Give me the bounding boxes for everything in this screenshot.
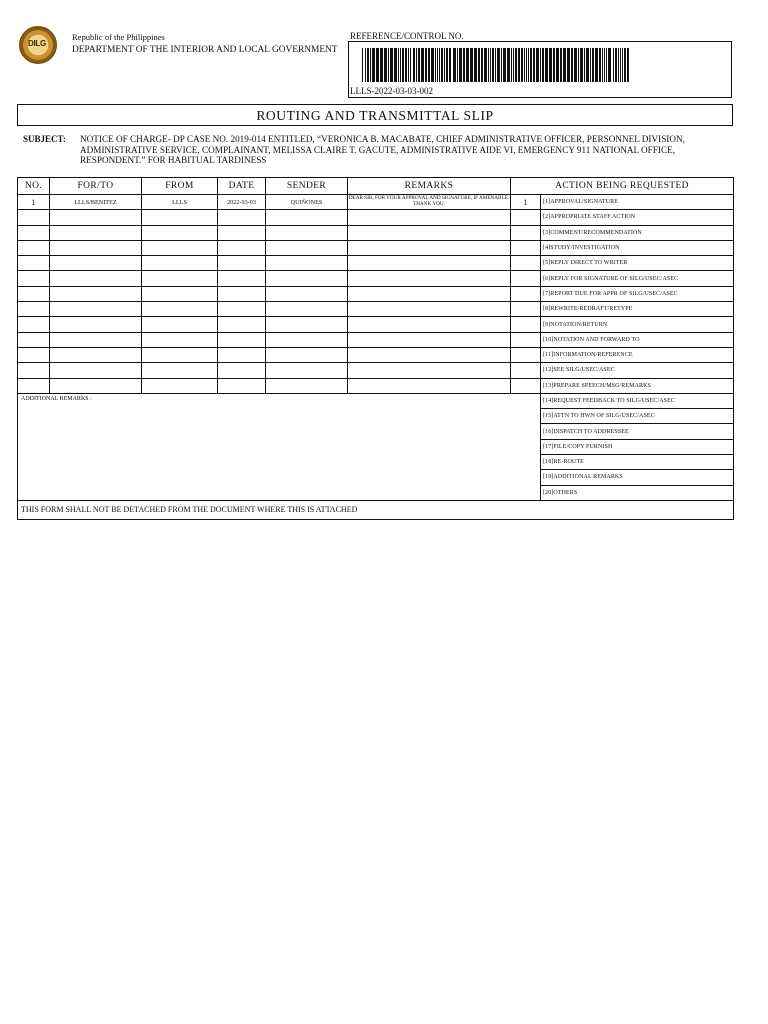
table-row <box>18 393 734 408</box>
footer-row <box>18 500 734 519</box>
row-from <box>142 332 218 347</box>
row-sender <box>266 347 348 362</box>
row-for-to <box>50 363 142 378</box>
row-action-no <box>511 363 541 378</box>
table-header-row <box>18 178 734 195</box>
table-row <box>18 195 734 210</box>
row-for-to <box>50 286 142 301</box>
action-item: [12]SEE SILG/USEC/ASEC <box>541 363 734 378</box>
action-item: [2]APPROPRIATE STAFF ACTION <box>541 210 734 225</box>
row-remarks <box>348 240 511 255</box>
row-no <box>18 271 50 286</box>
table-row <box>18 332 734 347</box>
row-from <box>142 271 218 286</box>
action-item: [10]NOTATION AND FORWARD TO <box>541 332 734 347</box>
row-action-no <box>511 240 541 255</box>
row-sender <box>266 286 348 301</box>
table-row <box>18 363 734 378</box>
action-item: [17]FILE/COPY FURNISH <box>541 439 734 454</box>
dilg-seal-logo <box>19 26 57 64</box>
reference-control-label: REFERENCE/CONTROL NO. <box>350 31 464 41</box>
row-remarks <box>348 363 511 378</box>
row-for-to <box>50 210 142 225</box>
row-action-no <box>511 225 541 240</box>
row-from <box>142 347 218 362</box>
row-date <box>218 210 266 225</box>
row-for-to <box>50 240 142 255</box>
row-remarks <box>348 347 511 362</box>
row-sender <box>266 332 348 347</box>
row-sender <box>266 256 348 271</box>
row-date <box>218 332 266 347</box>
action-item: [9]NOTATION/RETURN <box>541 317 734 332</box>
row-no <box>18 347 50 362</box>
row-action-no <box>511 347 541 362</box>
row-no: 1 <box>18 195 50 210</box>
footer-note: THIS FORM SHALL NOT BE DETACHED FROM THE DOCUMENT WHERE THIS IS ATTACHED <box>18 500 734 519</box>
row-date: 2022-03-03 <box>218 195 266 210</box>
row-action-no <box>511 210 541 225</box>
row-from <box>142 225 218 240</box>
action-item: [11]INFORMATION/REFERENCE <box>541 347 734 362</box>
row-remarks <box>348 317 511 332</box>
action-item: [13]PREPARE SPEECH/MSG/REMARKS <box>541 378 734 393</box>
row-no <box>18 225 50 240</box>
row-no <box>18 256 50 271</box>
row-sender <box>266 302 348 317</box>
row-sender: QUIÑONES <box>266 195 348 210</box>
header-remarks: REMARKS <box>348 178 511 195</box>
row-remarks <box>348 302 511 317</box>
header-action: ACTION BEING REQUESTED <box>511 178 734 195</box>
row-sender <box>266 363 348 378</box>
row-no <box>18 363 50 378</box>
row-no <box>18 286 50 301</box>
row-from <box>142 256 218 271</box>
row-sender <box>266 378 348 393</box>
action-item: [5]REPLY DIRECT TO WRITER <box>541 256 734 271</box>
row-remarks <box>348 378 511 393</box>
action-item: [7]REPORT DUE FOR APPR OF SILG/USEC/ASEC <box>541 286 734 301</box>
header-for-to: FOR/TO <box>50 178 142 195</box>
action-item: [16]DISPATCH TO ADDRESSEE <box>541 424 734 439</box>
reference-number: LLLS-2022-03-03-002 <box>350 86 433 96</box>
action-item: [6]REPLY FOR SIGNATURE OF SILG/USEC/ASEC <box>541 271 734 286</box>
subject-label: SUBJECT: <box>23 134 66 144</box>
action-item: [19]ADDITIONAL REMARKS <box>541 470 734 485</box>
row-from <box>142 286 218 301</box>
row-no <box>18 378 50 393</box>
action-item: [8]REWRITE/REDRAFT/RETYPE <box>541 302 734 317</box>
table-row <box>18 240 734 255</box>
row-from <box>142 240 218 255</box>
row-for-to <box>50 256 142 271</box>
action-item: [15]ATTN TO HWN OF SILG/USEC/ASEC <box>541 409 734 424</box>
row-sender <box>266 210 348 225</box>
header-sender: SENDER <box>266 178 348 195</box>
row-from <box>142 210 218 225</box>
seal-text: DILG <box>28 39 46 48</box>
row-for-to: LLLS/BENITEZ <box>50 195 142 210</box>
row-from <box>142 363 218 378</box>
row-action-no: 1 <box>511 195 541 210</box>
table-row <box>18 378 734 393</box>
row-remarks: DEAR SIR, FOR YOUR APPROVAL AND SIGNATURE, IF AMENABLE. THANK YOU. <box>348 195 511 210</box>
row-remarks <box>348 210 511 225</box>
row-for-to <box>50 332 142 347</box>
row-for-to <box>50 378 142 393</box>
row-from: LLLS <box>142 195 218 210</box>
table-row <box>18 256 734 271</box>
table-row <box>18 225 734 240</box>
row-date <box>218 347 266 362</box>
action-item: [14]REQUEST FEEDBACK TO SILG/USEC/ASEC <box>541 393 734 408</box>
table-row <box>18 210 734 225</box>
row-no <box>18 332 50 347</box>
row-for-to <box>50 347 142 362</box>
row-from <box>142 378 218 393</box>
row-date <box>218 378 266 393</box>
row-action-no <box>511 317 541 332</box>
row-sender <box>266 240 348 255</box>
row-date <box>218 225 266 240</box>
row-date <box>218 302 266 317</box>
table-row <box>18 286 734 301</box>
routing-table <box>17 177 734 520</box>
table-row <box>18 347 734 362</box>
department-name: DEPARTMENT OF THE INTERIOR AND LOCAL GOVERNMENT <box>72 45 338 55</box>
header-from: FROM <box>142 178 218 195</box>
table-row <box>18 271 734 286</box>
row-date <box>218 317 266 332</box>
row-for-to <box>50 271 142 286</box>
table-row <box>18 302 734 317</box>
row-no <box>18 302 50 317</box>
page-title: ROUTING AND TRANSMITTAL SLIP <box>17 104 733 126</box>
row-date <box>218 240 266 255</box>
row-sender <box>266 271 348 286</box>
row-from <box>142 317 218 332</box>
row-remarks <box>348 332 511 347</box>
row-no <box>18 210 50 225</box>
row-from <box>142 302 218 317</box>
barcode-image <box>362 48 632 82</box>
subject-text: NOTICE OF CHARGE- DP CASE NO. 2019-014 ENTITLED, “VERONICA B. MACABATE, CHIEF ADMINISTRATIVE OFFICER, PERSONNEL DIVISION, ADMINISTRATIVE SERVICE, COMPLAINANT, MELISSA CLAIRE T. GACUTE, ADMINISTRATIVE AIDE VI, EMERGENCY 911 NATIONAL OFFICE, RESPONDENT.” FOR HABITUAL TARDINESS <box>80 134 685 165</box>
row-for-to <box>50 302 142 317</box>
row-sender <box>266 317 348 332</box>
row-for-to <box>50 225 142 240</box>
row-action-no <box>511 256 541 271</box>
row-action-no <box>511 302 541 317</box>
row-date <box>218 363 266 378</box>
republic-label: Republic of the Philippines <box>72 32 165 42</box>
row-date <box>218 256 266 271</box>
row-remarks <box>348 225 511 240</box>
row-remarks <box>348 286 511 301</box>
row-action-no <box>511 378 541 393</box>
row-action-no <box>511 271 541 286</box>
header-date: DATE <box>218 178 266 195</box>
row-sender <box>266 225 348 240</box>
row-action-no <box>511 286 541 301</box>
row-date <box>218 271 266 286</box>
row-no <box>18 317 50 332</box>
header-no: NO. <box>18 178 50 195</box>
row-remarks <box>348 256 511 271</box>
row-no <box>18 240 50 255</box>
table-row <box>18 317 734 332</box>
row-date <box>218 286 266 301</box>
row-remarks <box>348 271 511 286</box>
action-item: [18]RE-ROUTE <box>541 455 734 470</box>
row-action-no <box>511 332 541 347</box>
action-item: [1]APPROVAL/SIGNATURE <box>541 195 734 210</box>
additional-remarks-area: ADDITIONAL REMARKS : <box>18 393 541 500</box>
action-item: [20]OTHERS <box>541 485 734 500</box>
action-item: [4]STUDY/INVESTIGATION <box>541 240 734 255</box>
action-item: [3]COMMENT/RECOMMENDATION <box>541 225 734 240</box>
row-for-to <box>50 317 142 332</box>
